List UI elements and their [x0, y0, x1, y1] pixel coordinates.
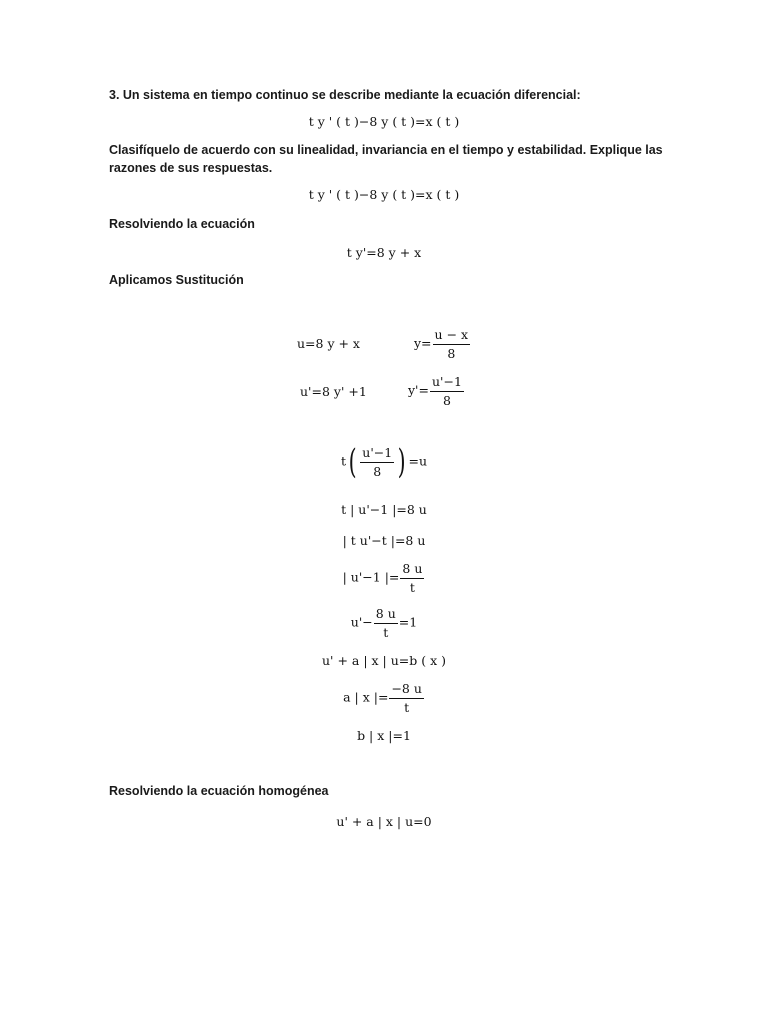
left-paren: (: [348, 442, 357, 483]
step-4-denominator: t: [409, 579, 415, 595]
y-lhs: y=: [414, 335, 432, 351]
problem-statement: 3. Un sistema en tiempo continuo se describe mediante la ecuación diferencial:: [109, 88, 581, 102]
substitution-heading: Aplicamos Sustitución: [109, 273, 244, 287]
y-denominator: 8: [447, 345, 456, 361]
step-1-t: t: [340, 453, 347, 469]
y-fraction: [433, 327, 471, 361]
y-prime-fraction: [430, 374, 464, 408]
solving-heading: Resolviendo la ecuación: [109, 217, 255, 231]
classify-line-1: Clasifíquelo de acuerdo con su linealidad, invariancia en el tiempo y estabilidad. Explique las: [109, 143, 663, 157]
classify-line-2: razones de sus respuestas.: [109, 161, 273, 175]
step-4-fraction: [400, 561, 424, 595]
step-7-denominator: t: [404, 699, 410, 715]
u-definition: u=8 y + x: [297, 336, 360, 351]
step-4-numerator: 8 u: [400, 561, 424, 579]
step-1-rhs: =u: [408, 453, 427, 469]
u-prime-equation: u'=8 y' +1: [300, 384, 367, 399]
y-prime-numerator: u'−1: [430, 374, 464, 392]
step-7-lhs: a | x |=: [343, 689, 389, 705]
step-7: [0, 681, 768, 715]
step-4: [0, 561, 768, 595]
step-4-lhs: | u'−1 |=: [342, 569, 400, 585]
step-1-denominator: 8: [373, 463, 382, 479]
step-7-numerator: −8 u: [389, 681, 423, 699]
step-7-fraction: [389, 681, 423, 715]
right-paren: ): [397, 442, 406, 483]
y-numerator: u − x: [433, 327, 471, 345]
step-6: u' + a | x | u=b ( x ): [322, 653, 446, 668]
step-5-denominator: t: [383, 624, 389, 640]
step-1-numerator: u'−1: [360, 445, 394, 463]
homogeneous-heading: Resolviendo la ecuación homogénea: [109, 784, 329, 798]
equation-2: t y ' ( t )−8 y ( t )=x ( t ): [308, 187, 460, 202]
step-5-fraction: [374, 606, 398, 640]
homogeneous-equation: u' + a | x | u=0: [336, 814, 432, 829]
step-1: [0, 442, 768, 483]
solving-equation: t y'=8 y + x: [346, 245, 422, 260]
step-5-lhs: u'−: [350, 614, 373, 630]
step-5: [0, 606, 768, 640]
y-prime-expression: [408, 374, 465, 408]
step-5-numerator: 8 u: [374, 606, 398, 624]
step-1-fraction: [360, 445, 394, 479]
y-prime-denominator: 8: [442, 392, 451, 408]
y-prime-lhs: y'=: [408, 382, 429, 398]
step-5-rhs: =1: [398, 614, 418, 630]
equation-1: t y ' ( t )−8 y ( t )=x ( t ): [308, 114, 460, 129]
step-3: | t u'−t |=8 u: [342, 533, 426, 548]
y-expression: [414, 327, 471, 361]
step-8: b | x |=1: [357, 728, 411, 743]
step-2: t | u'−1 |=8 u: [341, 502, 427, 517]
